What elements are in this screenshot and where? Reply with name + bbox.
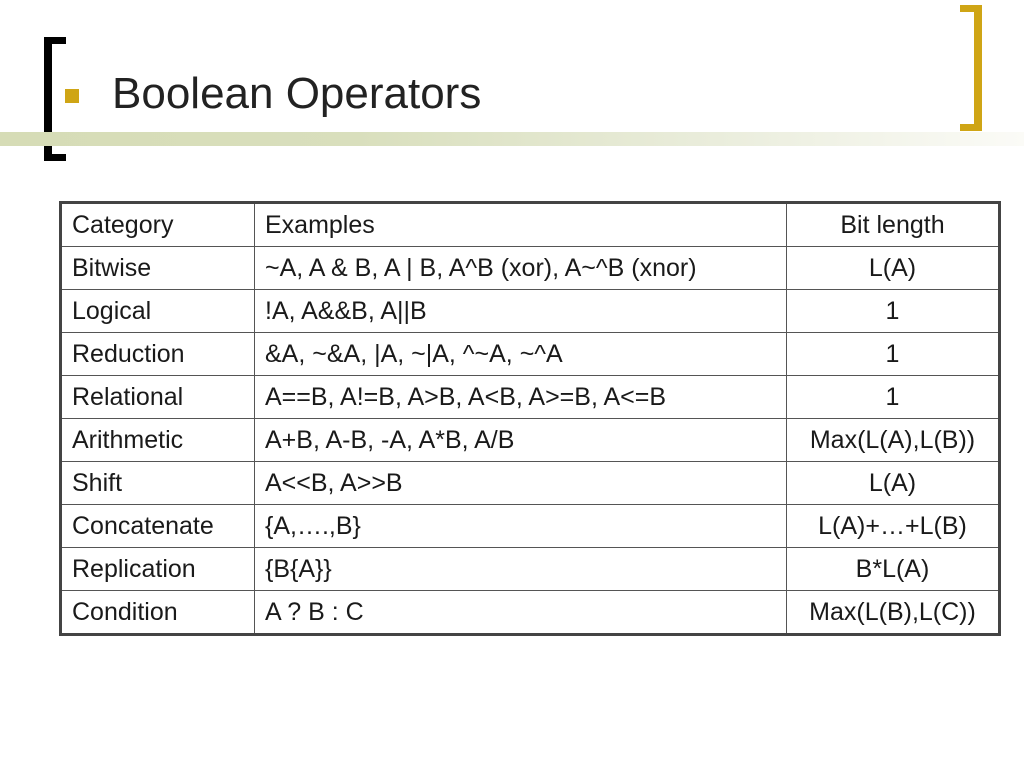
examples-cell: A ? B : C <box>255 591 787 635</box>
header-bit-length: Bit length <box>787 203 1000 247</box>
category-cell: Logical <box>61 290 255 333</box>
bit-length-cell: Max(L(B),L(C)) <box>787 591 1000 635</box>
bit-length-cell: 1 <box>787 333 1000 376</box>
table-row <box>61 333 1000 376</box>
bit-length-cell: B*L(A) <box>787 548 1000 591</box>
category-cell: Replication <box>61 548 255 591</box>
examples-cell: {A,….,B} <box>255 505 787 548</box>
square-bullet-icon <box>65 89 79 103</box>
header-category: Category <box>61 203 255 247</box>
table-row <box>61 247 1000 290</box>
table-header-row <box>61 203 1000 247</box>
bit-length-cell: L(A)+…+L(B) <box>787 505 1000 548</box>
examples-cell: A+B, A-B, -A, A*B, A/B <box>255 419 787 462</box>
slide-title: Boolean Operators <box>112 69 482 118</box>
examples-cell: !A, A&&B, A||B <box>255 290 787 333</box>
examples-cell: A<<B, A>>B <box>255 462 787 505</box>
header-examples: Examples <box>255 203 787 247</box>
bit-length-cell: L(A) <box>787 247 1000 290</box>
table-row <box>61 376 1000 419</box>
examples-cell: ~A, A & B, A | B, A^B (xor), A~^B (xnor) <box>255 247 787 290</box>
category-cell: Condition <box>61 591 255 635</box>
title-underline-rule <box>0 132 1024 146</box>
category-cell: Bitwise <box>61 247 255 290</box>
examples-cell: {B{A}} <box>255 548 787 591</box>
bit-length-cell: L(A) <box>787 462 1000 505</box>
table-row <box>61 419 1000 462</box>
table-row <box>61 290 1000 333</box>
bit-length-cell: 1 <box>787 376 1000 419</box>
bit-length-cell: Max(L(A),L(B)) <box>787 419 1000 462</box>
examples-cell: A==B, A!=B, A>B, A<B, A>=B, A<=B <box>255 376 787 419</box>
table-row <box>61 548 1000 591</box>
table-row <box>61 591 1000 635</box>
category-cell: Arithmetic <box>61 419 255 462</box>
table-row <box>61 505 1000 548</box>
category-cell: Shift <box>61 462 255 505</box>
category-cell: Reduction <box>61 333 255 376</box>
bit-length-cell: 1 <box>787 290 1000 333</box>
examples-cell: &A, ~&A, |A, ~|A, ^~A, ~^A <box>255 333 787 376</box>
category-cell: Relational <box>61 376 255 419</box>
operators-table <box>59 201 1001 636</box>
table-row <box>61 462 1000 505</box>
right-bracket-decoration <box>960 5 982 131</box>
category-cell: Concatenate <box>61 505 255 548</box>
